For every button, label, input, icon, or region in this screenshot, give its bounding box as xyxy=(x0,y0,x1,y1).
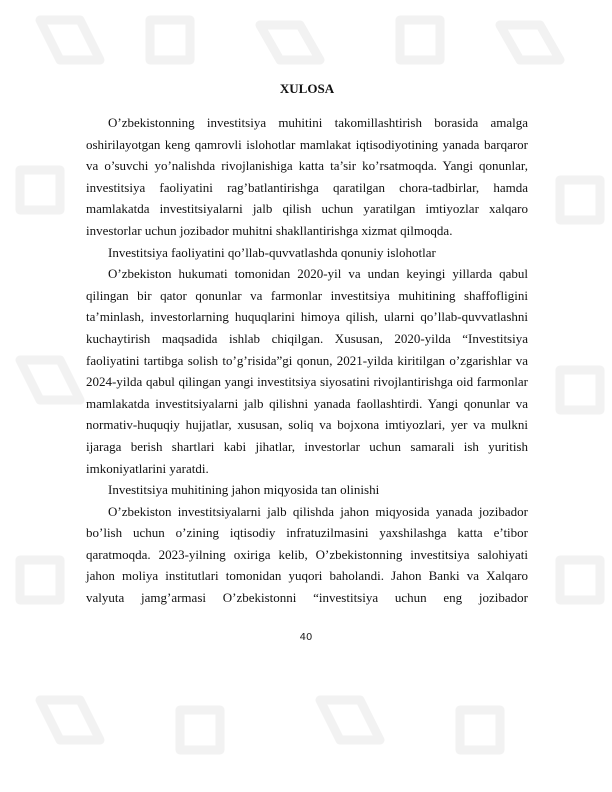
paragraph-global-recognition: O’zbekiston investitsiyalarni jalb qilishda jahon miqyosida yanada jozibador bo’lish uchun o’zining iqtisodiy infratuzilmasini yaxshilashga katta e’tibor qaratmoqda. 2023-yilning oxiriga kelib, O’zbekistonning investitsiya salohiyati jahon moliya institutlari tomonidan yuqori baholandi. Jahon Banki va Xalqaro valyuta jamg’armasi O’zbekistonni “investitsiya uchun eng jozibador xyxy=(86,503,528,606)
paragraph-intro: O’zbekistonning investitsiya muhitini takomillashtirish borasida amalga oshirilayotgan keng qamrovli islohotlar mamlakat iqtisodiyotining yanada barqaror va o’suvchi yo’nalishda rivojlanishiga katta ta’sir ko’rsatmoqda. Yangi qonunlar, investitsiya faoliyatini rag’batlantirishga qaratilgan chora-tadbirlar, hamda mamlakatda investitsiyalarni jalb qilish uchun yaratilgan imtiyozlar xalqaro investorlar uchun jozibador muhitni shakllantirishga xizmat qilmoqda. xyxy=(86,115,528,238)
paragraph-legal-reforms: O’zbekiston hukumati tomonidan 2020-yil va undan keyingi yillarda qabul qilingan bir qator qonunlar va farmonlar investitsiya muhitining shaffofligini ta’minlash, investorlarning huquqlarini himoya qilish, ularni qo’llab-quvvatlashni kuchaytirish maqsadida ishlab chiqilgan. Xususan, 2020-yilda “Investitsiya faoliyatini tartibga solish to’g’risida”gi qonun, 2021-yilda kiritilgan o’zgarishlar va 2024-yilda qabul qilingan yangi investitsiya siyosatini rivojlantirishga oid farmonlar mamlakatda investitsiyalarni jalb qilishni yanada faollashtirdi. Yangi qonunlar va normativ-huquqiy hujjatlar, xususan, soliq va bojxona imtiyozlari, yer va mulkni ijaraga berish shartlari kabi jihatlar, investorlar uchun samarali ish yuritish imkoniyatlarini yaratdi. xyxy=(86,266,528,476)
page-body xyxy=(86,79,528,609)
subheading-legal-reforms: Investitsiya faoliyatini qo’llab-quvvatlashda qonuniy islohotlar xyxy=(108,244,436,260)
conclusion-title: XULOSA xyxy=(279,81,335,96)
subheading-global-recognition: Investitsiya muhitining jahon miqyosida tan olinishi xyxy=(108,482,380,498)
page-number: 40 xyxy=(299,632,313,643)
